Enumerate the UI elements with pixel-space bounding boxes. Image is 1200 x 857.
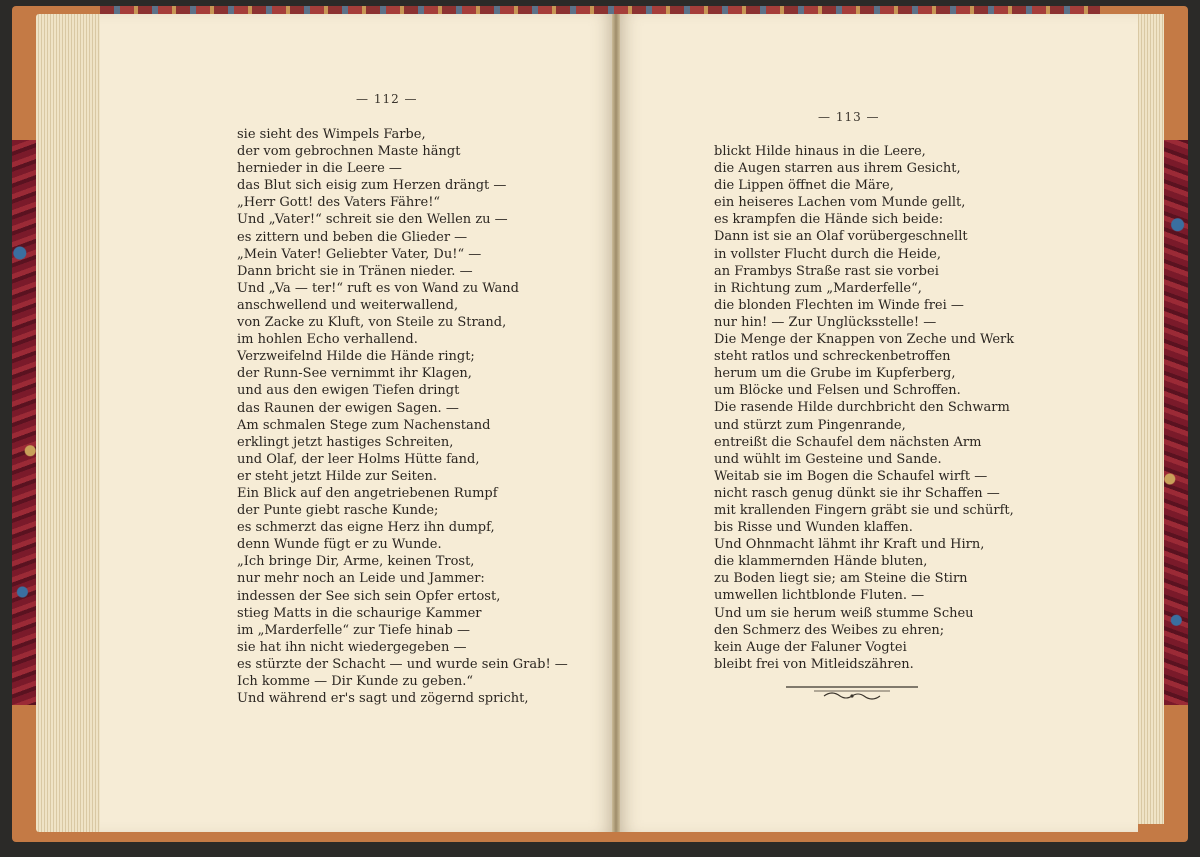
text-line: zu Boden liegt sie; am Steine die Stirn [714, 571, 968, 587]
text-line: und wühlt im Gesteine und Sande. [714, 451, 942, 467]
marbled-endpaper-right [1162, 140, 1188, 705]
marbled-endpaper-left [12, 140, 38, 705]
text-line: er steht jetzt Hilde zur Seiten. [237, 468, 438, 484]
left-page-number: — 112 — [356, 92, 418, 106]
text-line: und stürzt zum Pingenrande, [714, 417, 906, 433]
text-line: von Zacke zu Kluft, von Steile zu Strand, [237, 315, 507, 331]
text-line: blickt Hilde hinaus in die Leere, [714, 144, 926, 159]
text-line: der vom gebrochnen Maste hängt [237, 144, 461, 160]
text-line: bis Risse und Wunden klaffen. [714, 520, 913, 536]
text-line: um Blöcke und Felsen und Schroffen. [714, 383, 961, 399]
text-line: den Schmerz des Weibes zu ehren; [714, 622, 945, 638]
text-line: die blonden Flechten im Winde frei — [714, 297, 964, 313]
text-line: es schmerzt das eigne Herz ihn dumpf, [237, 520, 495, 536]
text-line: erklingt jetzt hastiges Schreiten, [237, 434, 454, 450]
text-line: „Ich bringe Dir, Arme, keinen Trost, [237, 554, 475, 570]
text-line: Und Ohnmacht lähmt ihr Kraft und Hirn, [714, 537, 985, 553]
text-line: und aus den ewigen Tiefen dringt [237, 383, 460, 399]
text-line: mit krallenden Fingern gräbt sie und schürft, [714, 502, 1014, 518]
text-line: es zittern und beben die Glieder — [237, 229, 468, 245]
text-line: die Augen starren aus ihrem Gesicht, [714, 161, 961, 177]
text-line: Und um sie herum weiß stumme Scheu [714, 605, 974, 621]
text-line: Die rasende Hilde durchbricht den Schwarm [714, 400, 1010, 416]
text-line: der Runn-See vernimmt ihr Klagen, [237, 366, 472, 382]
text-line: nicht rasch genug dünkt sie ihr Schaffen — [714, 485, 1000, 501]
right-page-text [714, 143, 1014, 673]
text-line: im „Marderfelle“ zur Tiefe hinab — [237, 622, 470, 638]
text-line: der Punte giebt rasche Kunde; [237, 503, 439, 519]
text-line: steht ratlos und schreckenbetroffen [714, 349, 951, 365]
text-line: es stürzte der Schacht — und wurde sein Grab! — [237, 656, 568, 672]
text-line: „Herr Gott! des Vaters Fähre!“ [237, 195, 441, 211]
text-line: Weitab sie im Bogen die Schaufel wirft — [714, 468, 988, 484]
text-line: herum um die Grube im Kupferberg, [714, 366, 956, 382]
text-line: nur hin! — Zur Unglücksstelle! — [714, 314, 937, 330]
text-line: die Lippen öffnet die Märe, [714, 178, 894, 194]
text-line: indessen der See sich sein Opfer ertost, [237, 588, 501, 604]
text-line: Dann ist sie an Olaf vorübergeschnellt [714, 229, 968, 245]
text-line: stieg Matts in die schaurige Kammer [237, 605, 482, 621]
text-line: nur mehr noch an Leide und Jammer: [237, 571, 485, 587]
page-edges-left [36, 14, 106, 832]
text-line: im hohlen Echo verhallend. [237, 332, 418, 348]
text-line: das Raunen der ewigen Sagen. — [237, 400, 459, 416]
text-line: das Blut sich eisig zum Herzen drängt — [237, 178, 507, 194]
text-line: entreißt die Schaufel dem nächsten Arm [714, 434, 982, 450]
text-line: bleibt frei von Mitleidszähren. [714, 656, 914, 672]
text-line: und Olaf, der leer Holms Hütte fand, [237, 451, 480, 467]
book-gutter [612, 14, 620, 832]
text-line: Ich komme — Dir Kunde zu geben.“ [237, 674, 474, 689]
text-line: sie sieht des Wimpels Farbe, [237, 127, 426, 142]
text-line: Ein Blick auf den angetriebenen Rumpf [237, 485, 498, 501]
text-line: Verzweifelnd Hilde die Hände ringt; [237, 349, 475, 365]
text-line: umwellen lichtblonde Fluten. — [714, 588, 925, 604]
text-line: ein heiseres Lachen vom Munde gellt, [714, 195, 966, 211]
text-line: denn Wunde fügt er zu Wunde. [237, 537, 442, 553]
text-line: die klammernden Hände bluten, [714, 554, 928, 570]
text-line: Dann bricht sie in Tränen nieder. — [237, 263, 473, 279]
text-line: es krampfen die Hände sich beide: [714, 212, 944, 228]
text-line: Und „Vater!“ schreit sie den Wellen zu — [237, 212, 508, 228]
text-line: Und „Va — ter!“ ruft es von Wand zu Wand [237, 280, 519, 296]
text-line: an Frambys Straße rast sie vorbei [714, 263, 939, 279]
text-line: „Mein Vater! Geliebter Vater, Du!“ — [237, 246, 482, 262]
left-page-text [237, 126, 568, 707]
text-line: in vollster Flucht durch die Heide, [714, 246, 941, 262]
text-line: in Richtung zum „Marderfelle“, [714, 280, 922, 296]
right-page-number: — 113 — [818, 110, 880, 124]
text-line: sie hat ihn nicht wiedergegeben — [237, 639, 467, 655]
text-line: Die Menge der Knappen von Zeche und Werk [714, 332, 1015, 348]
text-line: Und während er's sagt und zögernd spricht, [237, 691, 529, 707]
text-line: hernieder in die Leere — [237, 161, 402, 177]
text-line: kein Auge der Faluner Vogtei [714, 639, 907, 655]
end-ornament [784, 683, 920, 703]
text-line: anschwellend und weiterwallend, [237, 297, 459, 313]
text-line: Am schmalen Stege zum Nachenstand [237, 417, 491, 433]
